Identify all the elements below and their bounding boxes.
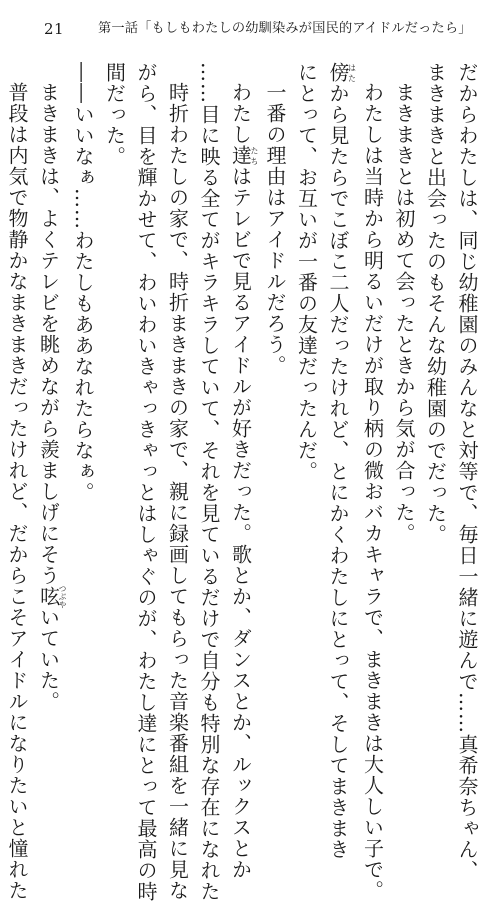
ruby-base: 達 — [228, 145, 253, 166]
text-line — [290, 62, 322, 690]
text-segment: ――いいなぁ……わたしもああなれたらなぁ。 — [71, 62, 95, 503]
text-segment: まきまきとは初めて会ったときから気が合った。 — [392, 82, 416, 544]
vertical-text-body — [5, 62, 482, 902]
chapter-title: 第一話「もしもわたしの幼馴染みが国民的アイドルだったら」 — [98, 21, 472, 36]
text-segment: 一番の理由はアイドルだろう。 — [263, 82, 287, 376]
ruby-base: 傍 — [326, 62, 350, 83]
text-line — [193, 62, 225, 902]
text-line — [356, 62, 388, 901]
text-segment: わたし — [228, 82, 253, 145]
text-line — [1, 62, 33, 901]
text-line — [259, 62, 291, 690]
running-head — [0, 18, 500, 42]
text-line — [388, 62, 420, 690]
text-line — [161, 62, 193, 901]
text-segment: だからわたしは、同じ幼稚園のみんなと対等で、毎日一緒に遊んで……真希奈ちゃん、 — [455, 62, 479, 881]
text-segment: にとって、お互いが一番の友達だったんだ。 — [294, 62, 319, 482]
text-segment: ……目に映る全てがキラキラしていて、それを見ているだけで自分も特別な存在になれた — [197, 62, 221, 902]
text-segment: 間だった。 — [102, 62, 127, 167]
ruby-reading: つぶや — [58, 584, 67, 609]
text-line — [32, 62, 67, 712]
ruby-annotation — [228, 145, 259, 166]
text-segment: はテレビで見るアイドルが好きだった。歌とか、ダンスとか、ルックスとか — [228, 166, 253, 880]
ruby-base: 呟 — [36, 584, 61, 609]
text-line — [130, 62, 162, 902]
text-segment: がら、目を輝かせて、わいわいきゃっきゃっとはしゃぐのが、わたし達にとって最高の時 — [134, 62, 158, 902]
text-segment: から見たらでこぼこ二人だったけれど、とにかくわたしにとって、そしてまきまき — [326, 83, 350, 860]
ruby-reading: はた — [347, 62, 357, 83]
text-line — [224, 62, 259, 880]
text-segment: 普段は内気で物静かなまきまきだったけれど、だからこそアイドルになりたいと憧れた — [5, 82, 29, 901]
ruby-annotation — [326, 62, 357, 83]
page-number: 21 — [44, 20, 65, 38]
text-line — [451, 62, 483, 881]
text-segment: いていた。 — [36, 607, 61, 712]
text-line — [419, 62, 451, 690]
text-segment: まきまきは、よくテレビを眺めながら羨ましげにそう — [36, 82, 61, 586]
ruby-annotation — [36, 584, 67, 609]
text-line — [322, 62, 357, 860]
text-segment: まきまきと出会ったのもそんな幼稚園のでだった。 — [423, 62, 448, 545]
text-line — [98, 62, 130, 690]
text-line — [67, 62, 99, 690]
text-segment: わたしは当時から明るいだけが取り柄の微おバカキャラで、まきまきは大人しい子で。 — [360, 82, 385, 901]
ruby-reading: たち — [250, 145, 259, 166]
text-segment: 時折わたしの家で、時折まきまきの家で、親に録画してもらった音楽番組を一緒に見な — [165, 82, 190, 901]
